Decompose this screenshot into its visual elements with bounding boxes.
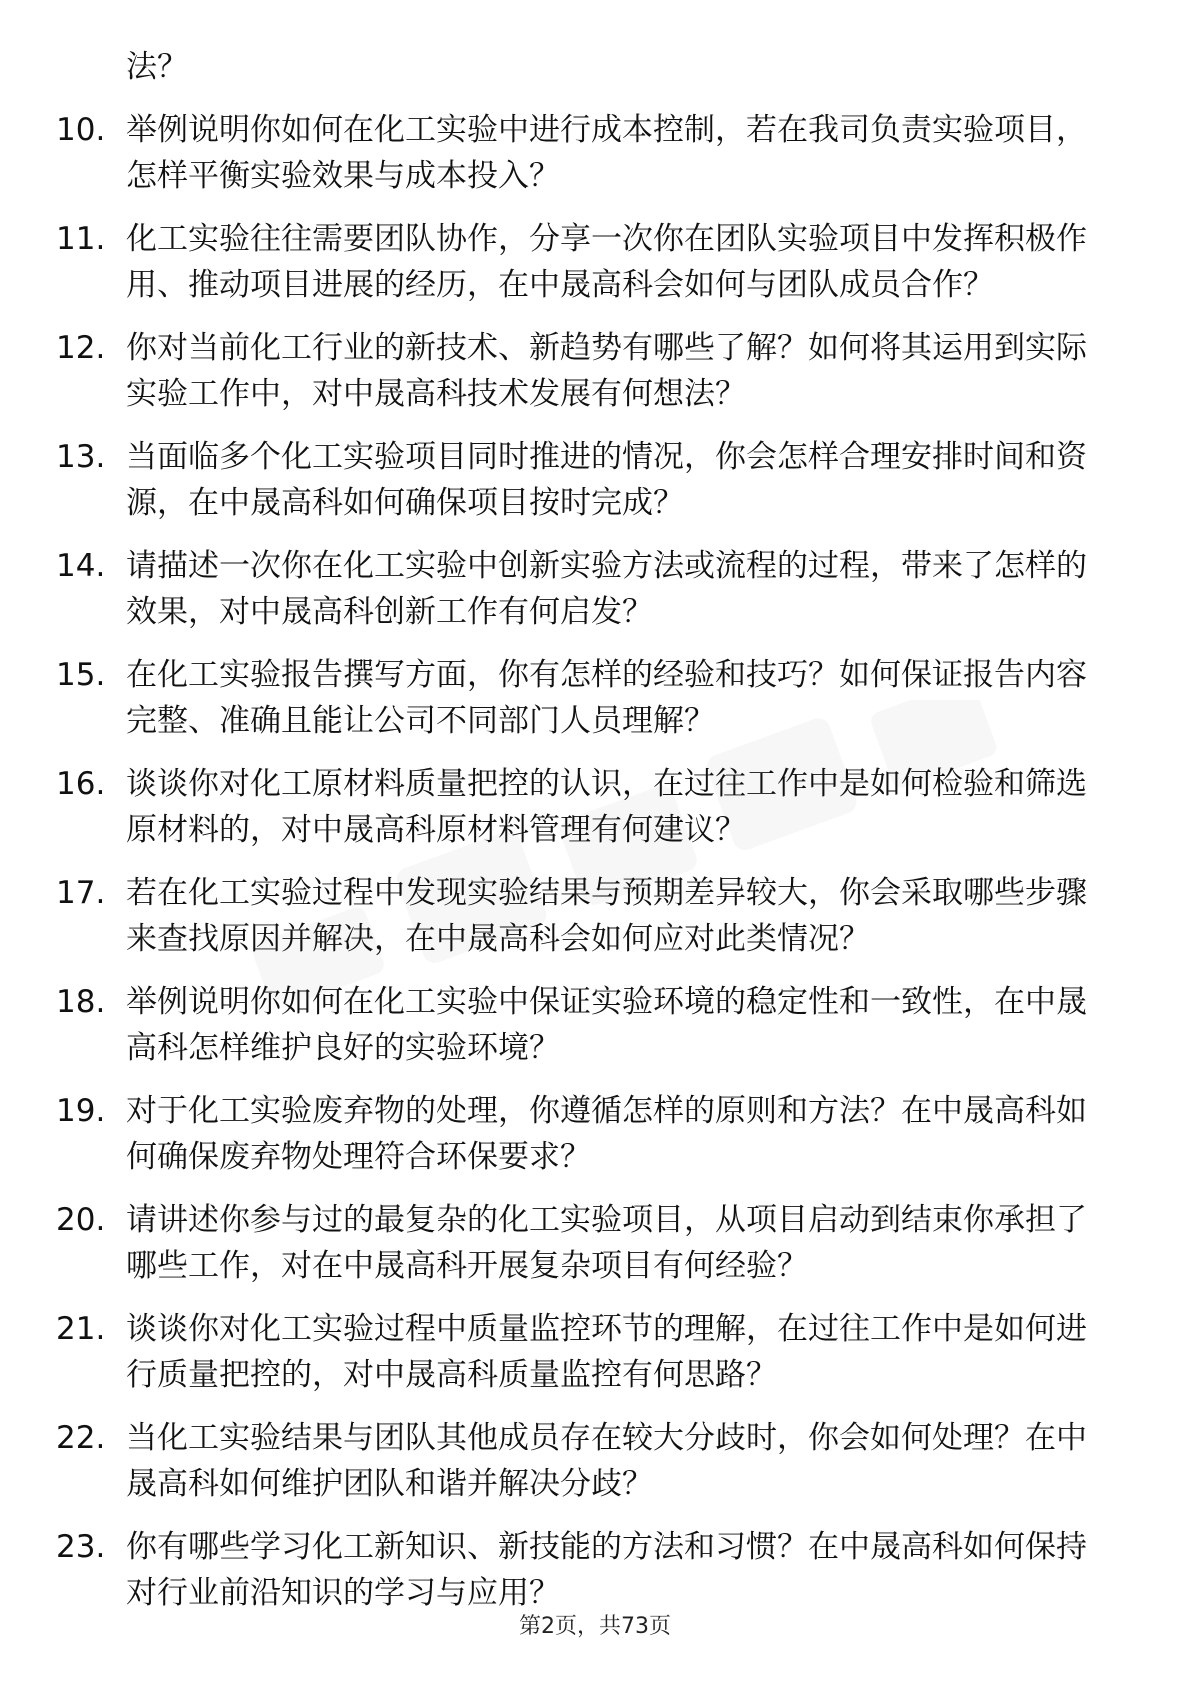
question-number: 12. bbox=[56, 330, 106, 366]
question-number: 11. bbox=[56, 221, 106, 257]
question-text: 当化工实验结果与团队其他成员存在较大分歧时，你会如何处理？在中晟高科如何维护团队和谐并解决分歧？ bbox=[126, 1420, 1087, 1502]
question-number: 21. bbox=[56, 1311, 106, 1347]
continued-question-text: 法？ bbox=[126, 49, 188, 85]
question-text: 谈谈你对化工实验过程中质量监控环节的理解，在过往工作中是如何进行质量把控的，对中晟高科质量监控有何思路？ bbox=[126, 1311, 1087, 1393]
page-footer: 第2页，共73页 bbox=[519, 1614, 671, 1639]
question-number: 15. bbox=[56, 657, 106, 693]
question-number: 10. bbox=[56, 112, 106, 148]
question-text: 对于化工实验废弃物的处理，你遵循怎样的原则和方法？在中晟高科如何确保废弃物处理符合环保要求？ bbox=[126, 1093, 1087, 1175]
question-number: 14. bbox=[56, 548, 106, 584]
question-text: 谈谈你对化工原材料质量把控的认识，在过往工作中是如何检验和筛选原材料的，对中晟高科原材料管理有何建议？ bbox=[126, 766, 1087, 848]
question-item bbox=[56, 1197, 1116, 1289]
question-text: 举例说明你如何在化工实验中进行成本控制，若在我司负责实验项目，怎样平衡实验效果与成本投入？ bbox=[126, 112, 1087, 194]
question-item bbox=[56, 1415, 1116, 1507]
question-text: 举例说明你如何在化工实验中保证实验环境的稳定性和一致性，在中晟高科怎样维护良好的实验环境？ bbox=[126, 984, 1087, 1066]
question-text: 你有哪些学习化工新知识、新技能的方法和习惯？在中晟高科如何保持对行业前沿知识的学习与应用？ bbox=[126, 1529, 1087, 1611]
question-text: 当面临多个化工实验项目同时推进的情况，你会怎样合理安排时间和资源，在中晟高科如何确保项目按时完成？ bbox=[126, 439, 1087, 521]
question-item bbox=[56, 543, 1116, 635]
question-item bbox=[56, 107, 1116, 199]
question-number: 16. bbox=[56, 766, 106, 802]
question-number: 20. bbox=[56, 1202, 106, 1238]
question-item bbox=[56, 1306, 1116, 1398]
question-number: 17. bbox=[56, 875, 106, 911]
question-item bbox=[56, 1524, 1116, 1616]
question-item bbox=[56, 761, 1116, 853]
question-number: 19. bbox=[56, 1093, 106, 1129]
question-item bbox=[56, 979, 1116, 1071]
question-item bbox=[56, 434, 1116, 526]
question-text: 在化工实验报告撰写方面，你有怎样的经验和技巧？如何保证报告内容完整、准确且能让公司不同部门人员理解？ bbox=[126, 657, 1087, 739]
question-item bbox=[56, 870, 1116, 962]
question-text: 化工实验往往需要团队协作，分享一次你在团队实验项目中发挥积极作用、推动项目进展的经历，在中晟高科会如何与团队成员合作？ bbox=[126, 221, 1087, 303]
question-number: 22. bbox=[56, 1420, 106, 1456]
question-item bbox=[56, 325, 1116, 417]
question-number: 23. bbox=[56, 1529, 106, 1565]
question-list bbox=[56, 107, 1116, 1616]
question-content bbox=[56, 44, 1116, 1633]
question-text: 请讲述你参与过的最复杂的化工实验项目，从项目启动到结束你承担了哪些工作，对在中晟高科开展复杂项目有何经验？ bbox=[126, 1202, 1087, 1284]
question-text: 你对当前化工行业的新技术、新趋势有哪些了解？如何将其运用到实际实验工作中，对中晟高科技术发展有何想法？ bbox=[126, 330, 1087, 412]
question-text: 请描述一次你在化工实验中创新实验方法或流程的过程，带来了怎样的效果，对中晟高科创新工作有何启发？ bbox=[126, 548, 1087, 630]
question-number: 18. bbox=[56, 984, 106, 1020]
question-number: 13. bbox=[56, 439, 106, 475]
question-item bbox=[56, 1088, 1116, 1180]
question-text: 若在化工实验过程中发现实验结果与预期差异较大，你会采取哪些步骤来查找原因并解决，在中晟高科会如何应对此类情况？ bbox=[126, 875, 1087, 957]
question-item bbox=[56, 216, 1116, 308]
question-item bbox=[56, 652, 1116, 744]
